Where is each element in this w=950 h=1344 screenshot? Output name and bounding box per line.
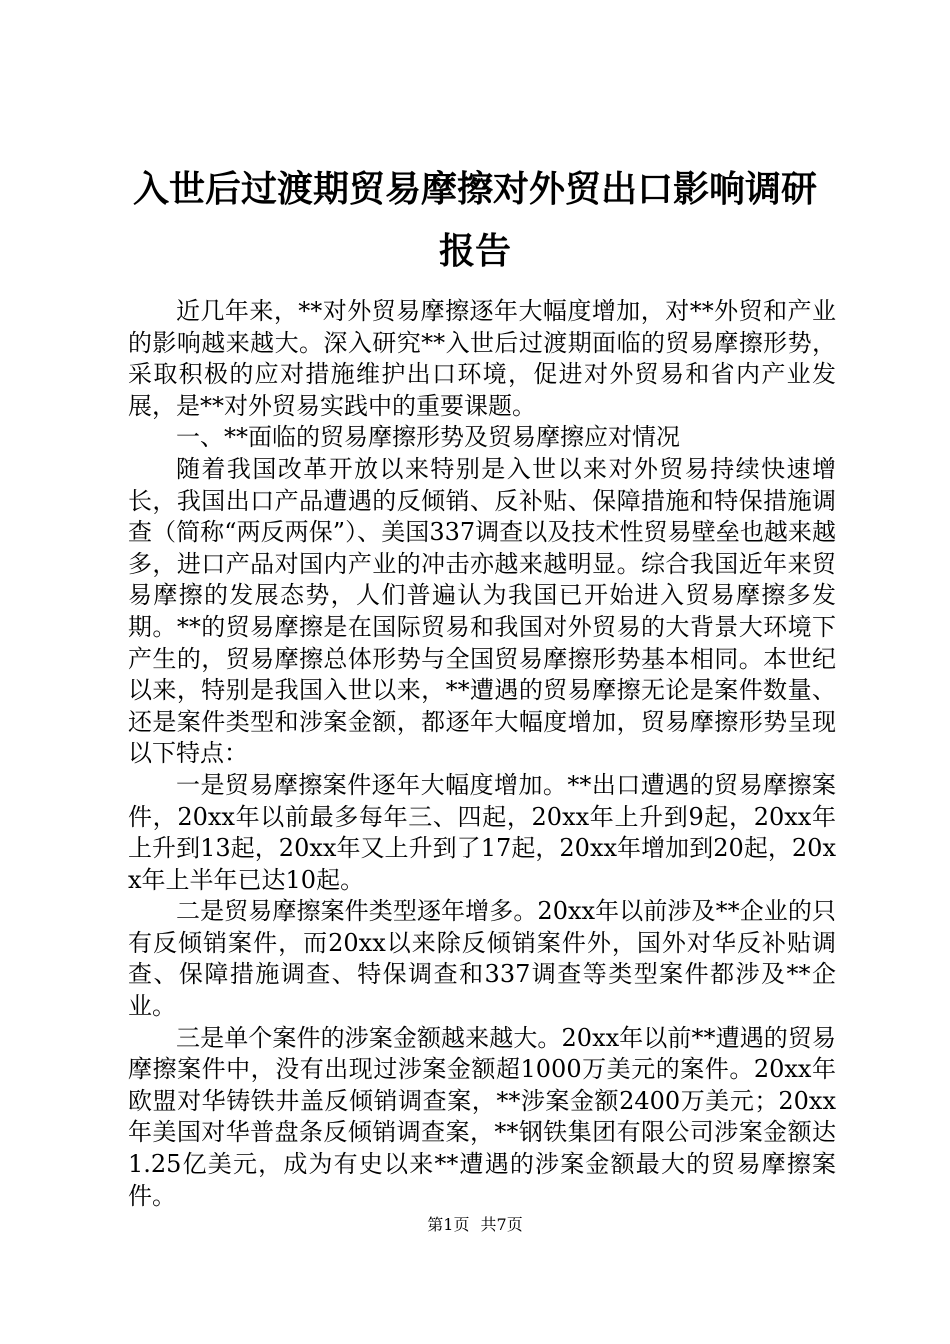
paragraph-intro: 近几年来，**对外贸易摩擦逐年大幅度增加，对**外贸和产业的影响越来越大。深入研究**入世后过渡期面临的贸易摩擦形势，采取积极的应对措施维护出口环境，促进对外贸易和省内产业发展，是**对外贸易实践中的重要课题。 [128, 297, 836, 420]
document-title: 入世后过渡期贸易摩擦对外贸出口影响调研报告 [132, 168, 817, 272]
section-heading-1: 一、**面临的贸易摩擦形势及贸易摩擦应对情况 [176, 423, 680, 452]
page-number-current: 第1页 [427, 1215, 470, 1234]
page-number-total: 共7页 [480, 1215, 523, 1234]
page-footer [0, 1214, 950, 1236]
paragraph-point-1: 一是贸易摩擦案件逐年大幅度增加。**出口遭遇的贸易摩擦案件，20xx年以前最多每年三、四起，20xx年上升到9起，20xx年上升到13起，20xx年又上升到了17起，20xx年增加到20起，20xx年上半年已达10起。 [128, 770, 836, 894]
paragraph-point-3: 三是单个案件的涉案金额越来越大。20xx年以前**遭遇的贸易摩擦案件中，没有出现过涉案金额超1000万美元的案件。20xx年欧盟对华铸铁井盖反倾销调查案，**涉案金额2400万美元；20xx年美国对华普盘条反倾销调查案，**钢铁集团有限公司涉案金额达1.25亿美元，成为有史以来**遭遇的涉案金额最大的贸易摩擦案件。 [128, 1023, 836, 1210]
document-body [128, 296, 836, 1212]
paragraph-point-2: 二是贸易摩擦案件类型逐年增多。20xx年以前涉及**企业的只有反倾销案件，而20xx以来除反倾销案件外，国外对华反补贴调查、保障措施调查、特保调查和337调查等类型案件都涉及**企业。 [128, 897, 836, 1021]
paragraph-background: 随着我国改革开放以来特别是入世以来对外贸易持续快速增长，我国出口产品遭遇的反倾销、反补贴、保障措施和特保措施调查（简称“两反两保”）、美国337调查以及技术性贸易壁垒也越来越多，进口产品对国内产业的冲击亦越来越明显。综合我国近年来贸易摩擦的发展态势，人们普遍认为我国已开始进入贸易摩擦多发期。**的贸易摩擦是在国际贸易和我国对外贸易的大背景大环境下产生的，贸易摩擦总体形势与全国贸易摩擦形势基本相同。本世纪以来，特别是我国入世以来，**遭遇的贸易摩擦无论是案件数量、还是案件类型和涉案金额，都逐年大幅度增加，贸易摩擦形势呈现以下特点： [128, 454, 836, 768]
